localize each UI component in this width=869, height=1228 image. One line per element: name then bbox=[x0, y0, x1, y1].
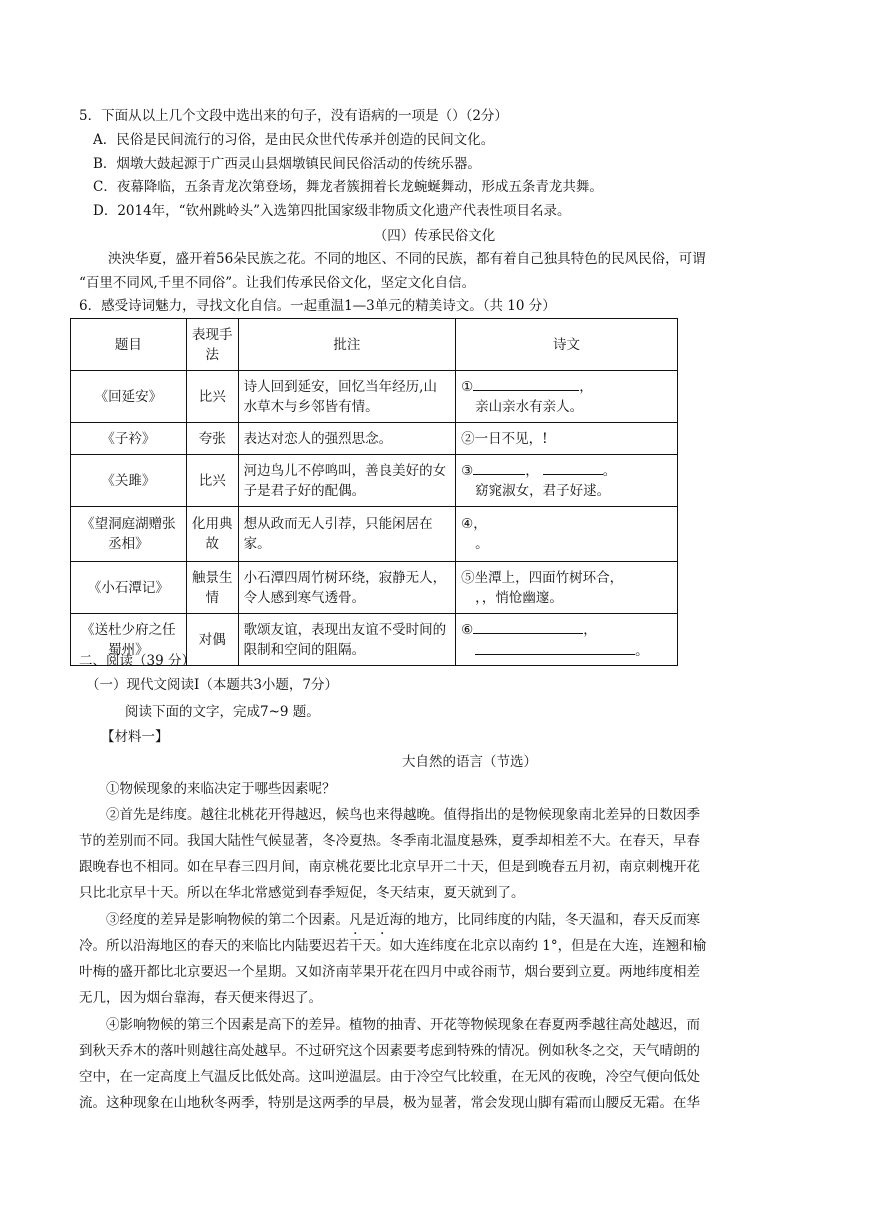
poem-punct: 。 bbox=[635, 642, 649, 659]
table-row bbox=[71, 371, 678, 423]
row-method: 比兴 bbox=[186, 371, 238, 423]
q6-stem: 6．感受诗词魅力，寻找文化自信。一起重温1—3单元的精美诗文。（共 10 分） bbox=[79, 298, 556, 314]
poem-number: ⑤ bbox=[461, 569, 475, 586]
part2-instruction: 阅读下面的文字，完成7~9 题。 bbox=[125, 704, 320, 720]
poem-number: ③ bbox=[461, 463, 474, 479]
q5-option-b: B．烟墩大鼓起源于广西灵山县烟墩镇民间民俗活动的传统乐器。 bbox=[93, 156, 481, 172]
q5-option-c: C．夜幕降临，五条青龙次第登场，舞龙者簇拥着长龙蜿蜒舞动，形成五条青龙共舞。 bbox=[93, 179, 603, 195]
section4-intro-line1: 泱泱华夏，盛开着56朵民族之花。不同的地区、不同的民族，都有着自己独具特色的民风民俗，可谓 bbox=[108, 251, 706, 267]
article-p2-line: 跟晚春也不相同。如在早春三四月间，南京桃花要比北京早开二十天，但是到晚春五月初，南京刺槐开花 bbox=[79, 859, 700, 875]
row-title: 《回延安》 bbox=[71, 371, 187, 423]
answer-blank[interactable] bbox=[543, 460, 603, 475]
header-method: 表现手法 bbox=[186, 319, 238, 371]
table-row bbox=[71, 507, 678, 562]
p3-text: ③经度的差异是影响物候的第二个因素。 bbox=[106, 912, 349, 928]
row-title: 《望洞庭湖赠张丞相》 bbox=[71, 507, 187, 562]
row-method: 对偶 bbox=[186, 614, 238, 666]
article-p4-line: ④影响物候的第三个因素是高下的差异。植物的抽青、开花等物候现象在春夏两季越往高处越迟，而 bbox=[106, 1017, 700, 1033]
table-row bbox=[71, 455, 678, 507]
header-poem: 诗文 bbox=[456, 319, 678, 371]
table-header-row bbox=[71, 319, 678, 371]
header-note: 批注 bbox=[238, 319, 455, 371]
row-method: 触景生情 bbox=[186, 562, 238, 614]
poetry-table bbox=[70, 318, 678, 666]
poem-number: ① bbox=[461, 379, 474, 395]
answer-blank[interactable] bbox=[473, 619, 583, 634]
row-title: 《子衿》 bbox=[71, 423, 187, 455]
article-paragraph-1: ①物候现象的来临决定于哪些因素呢？ bbox=[106, 781, 336, 797]
row-poem bbox=[456, 423, 678, 455]
table-row bbox=[71, 423, 678, 455]
row-poem bbox=[456, 614, 678, 666]
row-method: 比兴 bbox=[186, 455, 238, 507]
emphasis-char: 凡 bbox=[349, 912, 363, 928]
article-p4-line: 空中，在一定高度上气温反比低处高。这叫逆温层。由于冷空气比较重，在无风的夜晚，冷空气便向低处 bbox=[79, 1069, 700, 1085]
article-p3-line bbox=[106, 910, 700, 930]
row-title: 《送杜少府之任蜀州》 bbox=[71, 614, 187, 666]
answer-blank[interactable] bbox=[473, 460, 525, 475]
answer-blank[interactable] bbox=[473, 376, 579, 391]
poem-line2: 窈窕淑女，君子好逑。 bbox=[475, 483, 611, 499]
row-note: 想从政而无人引荐，只能闲居在家。 bbox=[238, 507, 455, 562]
answer-blank[interactable] bbox=[475, 640, 635, 655]
poem-number: ② bbox=[461, 430, 475, 447]
poem-punct: ， bbox=[525, 463, 539, 479]
row-title: 《关雎》 bbox=[71, 455, 187, 507]
q5-option-a: A．民俗是民间流行的习俗，是由民众世代传承并创造的民间文化。 bbox=[93, 132, 495, 148]
part2-subheading: （一）现代文阅读Ⅰ（本题共3小题，7分） bbox=[86, 677, 339, 693]
material-label: 【材料一】 bbox=[101, 729, 169, 745]
article-p3-line: 冷。所以沿海地区的春天的来临比内陆要迟若干天。如大连纬度在北京以南约 1°，但是在大连，连翘和榆 bbox=[79, 938, 707, 954]
poem-number: ⑥ bbox=[461, 621, 474, 638]
article-p4-line: 到秋天乔木的落叶则越往高处越早。不过研究这个因素要考虑到特殊的情况。例如秋冬之交，天气晴朗的 bbox=[79, 1043, 700, 1059]
poem-text: 坐潭上，四面竹树环合， bbox=[474, 569, 624, 586]
article-p4-line: 流。这种现象在山地秋冬两季，特别是这两季的早晨，极为显著，常会发现山脚有霜而山腰反无霜。在华 bbox=[79, 1095, 700, 1111]
poem-punct: ， bbox=[579, 379, 593, 395]
poem-number: ④， bbox=[461, 516, 487, 532]
section4-title: （四）传承民俗文化 bbox=[373, 228, 496, 244]
row-note: 诗人回到延安，回忆当年经历,山水草木与乡邻皆有情。 bbox=[238, 371, 455, 423]
article-p2-line: 只比北京早十天。所以在华北常感觉到春季短促，冬天结束，夏天就到了。 bbox=[79, 885, 525, 901]
poem-punct: ， bbox=[583, 621, 597, 638]
row-note: 小石潭四周竹树环绕，寂静无人，令人感到寒气透骨。 bbox=[238, 562, 455, 614]
row-poem bbox=[456, 507, 678, 562]
emphasis-char: 近 bbox=[376, 912, 390, 928]
row-method: 夸张 bbox=[186, 423, 238, 455]
row-note: 歌颂友谊，表现出友谊不受时间的限制和空间的阻隔。 bbox=[238, 614, 455, 666]
row-poem bbox=[456, 371, 678, 423]
table-row bbox=[71, 562, 678, 614]
row-note: 表达对恋人的强烈思念。 bbox=[238, 423, 455, 455]
article-p2-line: ②首先是纬度。越往北桃花开得越迟，候鸟也来得越晚。值得指出的是物候现象南北差异的日数因季 bbox=[106, 807, 700, 823]
header-title: 题目 bbox=[71, 319, 187, 371]
poem-punct: 。 bbox=[602, 463, 617, 479]
poem-line2: ，，悄怆幽邃。 bbox=[475, 589, 563, 606]
q5-stem: 5．下面从以上几个文段中选出来的句子，没有语病的一项是（）（2分） bbox=[79, 108, 508, 124]
article-p3-line: 叶梅的盛开都比北京要迟一个星期。又如济南苹果开花在四月中或谷雨节，烟台要到立夏。两地纬度相差 bbox=[79, 964, 700, 980]
p3-text: 海的地方，比同纬度的内陆，冬天温和，春天反而寒 bbox=[389, 912, 700, 928]
article-title: 大自然的语言（节选） bbox=[402, 754, 537, 770]
row-poem bbox=[456, 562, 678, 614]
part2-heading: 二、阅读（39 分） bbox=[79, 653, 195, 669]
p3-text: 是 bbox=[362, 912, 376, 928]
poem-line2: 。 bbox=[475, 536, 489, 552]
q5-option-d: D．2014年，“钦州跳岭头”入选第四批国家级非物质文化遗产代表性项目名录。 bbox=[93, 203, 571, 219]
row-note: 河边鸟儿不停鸣叫，善良美好的女子是君子好的配偶。 bbox=[238, 455, 455, 507]
section4-intro-line2: “百里不同风,千里不同俗”。让我们传承民俗文化，坚定文化自信。 bbox=[79, 275, 476, 291]
row-method: 化用典故 bbox=[186, 507, 238, 562]
row-title: 《小石潭记》 bbox=[71, 562, 187, 614]
row-poem bbox=[456, 455, 678, 507]
poem-line2: 亲山亲水有亲人。 bbox=[475, 399, 584, 415]
article-p3-line: 无几，因为烟台靠海，春天便来得迟了。 bbox=[79, 990, 322, 1006]
poem-text: 一日不见，! bbox=[474, 430, 548, 447]
article-p2-line: 节的差别而不同。我国大陆性气候显著，冬冷夏热。冬季南北温度悬殊，夏季却相差不大。在春天，早春 bbox=[79, 833, 700, 849]
